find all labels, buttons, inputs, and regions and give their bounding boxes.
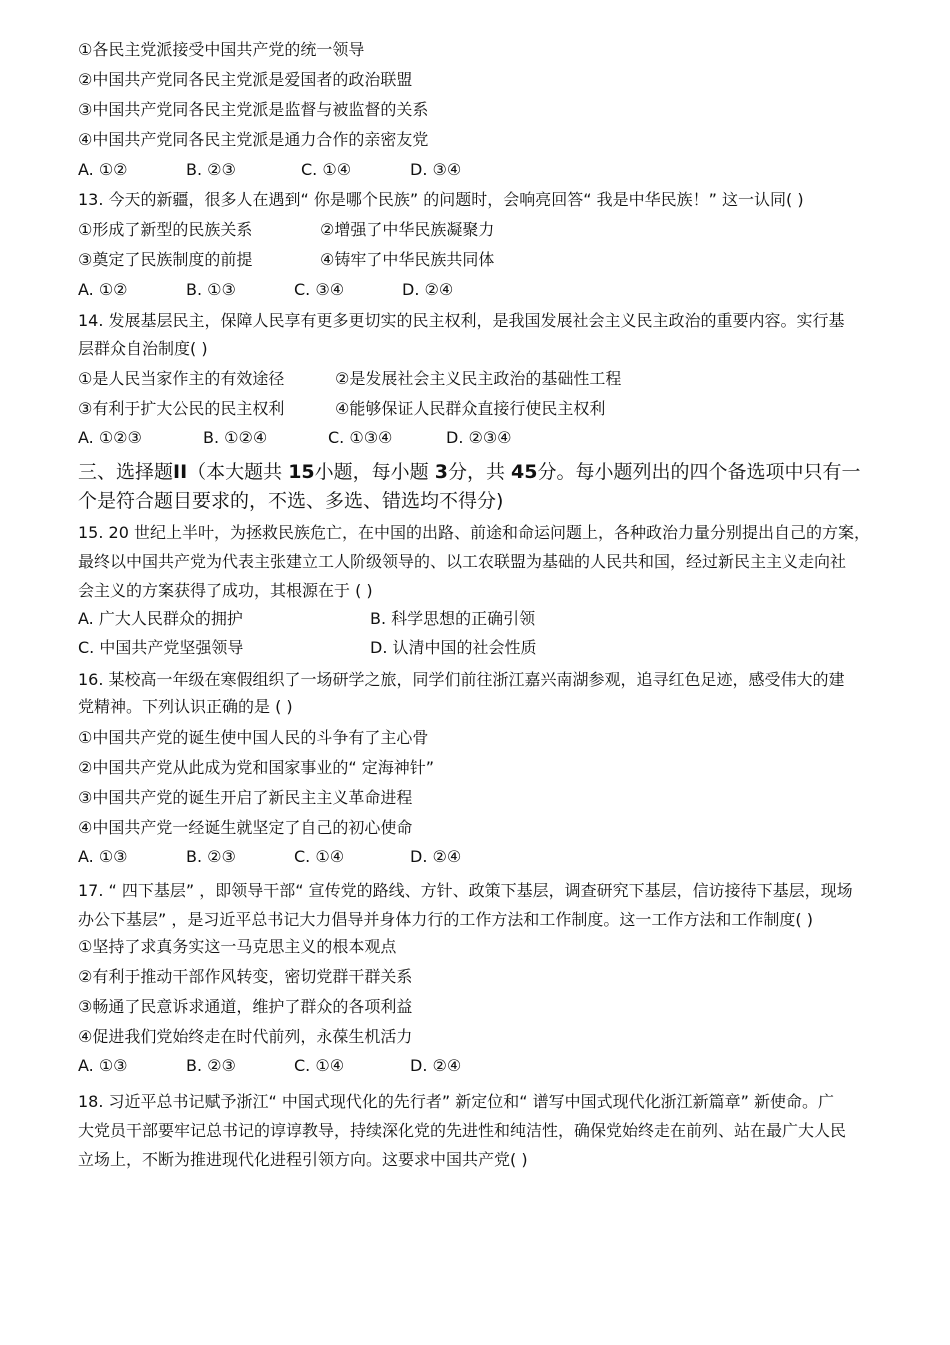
q16-option-a: A. ①③ [78,847,128,866]
q14-item-2: ②是发展社会主义民主政治的基础性工程 [335,369,622,388]
q13-option-a: A. ①② [78,280,128,299]
section-3-title-line-2: 个是符合题目要求的，不选、多选、错选均不得分) [78,490,504,512]
section-3-total: 45 [510,461,538,483]
q13-option-b: B. ①③ [186,280,236,299]
q18-stem-line-3: 立场上，不断为推进现代化进程引领方向。这要求中国共产党( ) [78,1150,528,1169]
q12-option-a: A. ①② [78,160,128,179]
q13-stem: 13. 今天的新疆，很多人在遇到“ 你是哪个民族” 的问题时，会响亮回答“ 我是中华民族！” 这一认同( ) [78,190,804,209]
q12-item-2: ②中国共产党同各民主党派是爱国者的政治联盟 [78,70,413,89]
q12-item-4: ④中国共产党同各民主党派是通力合作的亲密友党 [78,130,429,149]
q14-stem-line-2: 层群众自治制度( ) [78,339,208,358]
q15-stem-line-2: 最终以中国共产党为代表主张建立工人阶级领导的、以工农联盟为基础的人民共和国，经过新民主主义走向社 [78,552,847,571]
section-3-score-per: 3 [434,461,448,483]
q13-option-c: C. ③④ [294,280,345,299]
q16-item-2: ②中国共产党从此成为党和国家事业的“ 定海神针” [78,758,435,777]
q16-item-1: ①中国共产党的诞生使中国人民的斗争有了主心骨 [78,728,429,747]
q16-option-b: B. ②③ [186,847,236,866]
q14-item-1: ①是人民当家作主的有效途径 [78,369,285,388]
q17-option-d: D. ②④ [410,1056,462,1075]
section-3-text-d: 分。每小题列出的四个备选项中只有一 [537,461,861,483]
q15-stem-line-3: 会主义的方案获得了成功，其根源在于 ( ) [78,581,373,600]
section-3-title-line-1 [78,458,860,486]
q14-item-3: ③有利于扩大公民的民主权利 [78,399,285,418]
q13-item-4: ④铸牢了中华民族共同体 [320,250,495,269]
q16-option-d: D. ②④ [410,847,462,866]
q14-option-b: B. ①②④ [203,428,268,447]
q15-option-b: B. 科学思想的正确引领 [370,609,536,628]
q17-item-3: ③畅通了民意诉求通道，维护了群众的各项利益 [78,997,413,1016]
q14-stem-line-1: 14. 发展基层民主，保障人民享有更多更切实的民主权利，是我国发展社会主义民主政治的重要内容。实行基 [78,311,845,330]
section-3-label: 三、选择题 [78,461,174,483]
q17-option-a: A. ①③ [78,1056,128,1075]
q13-option-d: D. ②④ [402,280,454,299]
q14-option-d: D. ②③④ [446,428,512,447]
q15-option-a: A. 广大人民群众的拥护 [78,609,243,628]
q16-stem-line-1: 16. 某校高一年级在寒假组织了一场研学之旅，同学们前往浙江嘉兴南湖参观，追寻红色足迹，感受伟大的建 [78,670,845,689]
q18-stem-line-2: 大党员干部要牢记总书记的谆谆教导，持续深化党的先进性和纯洁性，确保党始终走在前列、站在最广大人民 [78,1121,847,1140]
section-3-count: 15 [288,461,315,483]
q14-option-a: A. ①②③ [78,428,142,447]
q12-option-b: B. ②③ [186,160,236,179]
q17-option-c: C. ①④ [294,1056,345,1075]
section-3-roman-numeral: II [173,461,188,483]
q17-option-b: B. ②③ [186,1056,236,1075]
section-3-text-c: 分，共 [447,461,511,483]
q12-item-1: ①各民主党派接受中国共产党的统一领导 [78,40,365,59]
q15-stem-line-1: 15. 20 世纪上半叶，为拯救民族危亡，在中国的出路、前途和命运问题上，各种政治力量分别提出自己的方案， [78,523,870,542]
q16-option-c: C. ①④ [294,847,345,866]
q17-item-4: ④促进我们党始终走在时代前列，永葆生机活力 [78,1027,413,1046]
q12-item-3: ③中国共产党同各民主党派是监督与被监督的关系 [78,100,429,119]
q14-item-4: ④能够保证人民群众直接行使民主权利 [335,399,606,418]
section-3-text-a: （本大题共 [187,461,289,483]
q17-stem-line-2: 办公下基层” ，是习近平总书记大力倡导并身体力行的工作方法和工作制度。这一工作方法和工作制度( ) [78,910,813,929]
q16-item-3: ③中国共产党的诞生开启了新民主主义革命进程 [78,788,413,807]
q17-stem-line-1: 17. “ 四下基层” ，即领导干部“ 宣传党的路线、方针、政策下基层，调查研究下基层，信访接待下基层，现场 [78,881,853,900]
q15-option-c: C. 中国共产党坚强领导 [78,638,244,657]
q17-item-2: ②有利于推动干部作风转变，密切党群干群关系 [78,967,413,986]
q14-option-c: C. ①③④ [328,428,393,447]
q12-option-d: D. ③④ [410,160,462,179]
q13-item-3: ③奠定了民族制度的前提 [78,250,253,269]
q15-option-d: D. 认清中国的社会性质 [370,638,537,657]
q16-stem-line-2: 党精神。下列认识正确的是 ( ) [78,697,293,716]
q13-item-2: ②增强了中华民族凝聚力 [320,220,495,239]
q16-item-4: ④中国共产党一经诞生就坚定了自己的初心使命 [78,818,413,837]
q13-item-1: ①形成了新型的民族关系 [78,220,253,239]
q17-item-1: ①坚持了求真务实这一马克思主义的根本观点 [78,937,397,956]
section-3-text-b: 小题，每小题 [314,461,435,483]
q12-option-c: C. ①④ [301,160,352,179]
q18-stem-line-1: 18. 习近平总书记赋予浙江“ 中国式现代化的先行者” 新定位和“ 谱写中国式现代化浙江新篇章” 新使命。广 [78,1092,835,1111]
